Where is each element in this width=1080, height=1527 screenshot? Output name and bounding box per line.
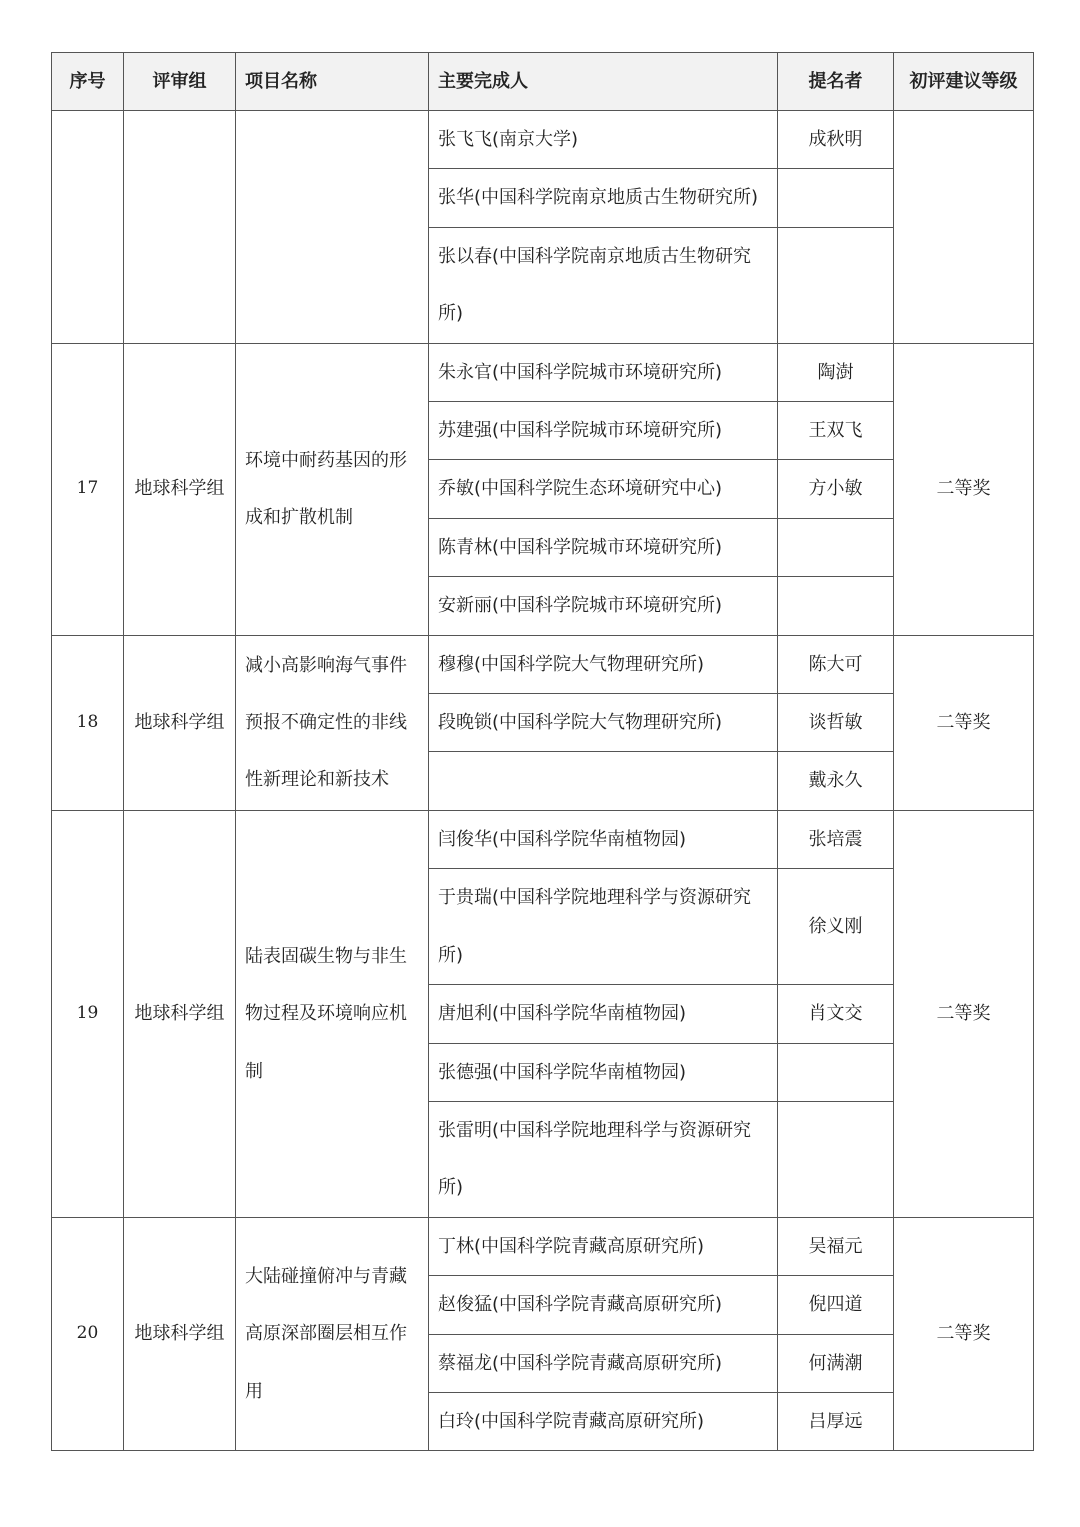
nominator-cell: 倪四道 — [778, 1276, 894, 1334]
table-row — [52, 343, 1034, 401]
level-cell — [894, 111, 1034, 344]
group-cell: 地球科学组 — [124, 1217, 236, 1451]
nominator-cell: 成秋明 — [778, 111, 894, 169]
project-cell: 陆表固碳生物与非生物过程及环境响应机制 — [236, 810, 429, 1217]
nominator-cell: 何满潮 — [778, 1334, 894, 1392]
nominator-cell: 徐义刚 — [778, 869, 894, 985]
contributor-cell: 闫俊华(中国科学院华南植物园) — [429, 810, 778, 868]
contributor-cell: 安新丽(中国科学院城市环境研究所) — [429, 577, 778, 635]
contributor-cell: 乔敏(中国科学院生态环境研究中心) — [429, 460, 778, 518]
table-row — [52, 1217, 1034, 1275]
nominator-cell: 陶澍 — [778, 343, 894, 401]
nominator-cell: 吴福元 — [778, 1217, 894, 1275]
group-cell: 地球科学组 — [124, 635, 236, 810]
header-row — [52, 53, 1034, 111]
table-row — [52, 635, 1034, 693]
nominator-cell: 谈哲敏 — [778, 694, 894, 752]
nominator-cell — [778, 169, 894, 227]
header-nominator: 提名者 — [778, 53, 894, 111]
nominator-cell: 肖文交 — [778, 985, 894, 1043]
seq-cell: 17 — [52, 343, 124, 635]
contributor-cell: 陈青林(中国科学院城市环境研究所) — [429, 518, 778, 576]
nominator-cell: 陈大可 — [778, 635, 894, 693]
header-group: 评审组 — [124, 53, 236, 111]
project-cell: 大陆碰撞俯冲与青藏高原深部圈层相互作用 — [236, 1217, 429, 1451]
contributor-cell: 赵俊猛(中国科学院青藏高原研究所) — [429, 1276, 778, 1334]
contributor-cell: 唐旭利(中国科学院华南植物园) — [429, 985, 778, 1043]
contributor-cell: 丁林(中国科学院青藏高原研究所) — [429, 1217, 778, 1275]
nominator-cell — [778, 227, 894, 343]
level-cell: 二等奖 — [894, 343, 1034, 635]
seq-cell: 19 — [52, 810, 124, 1217]
contributor-cell: 段晚锁(中国科学院大气物理研究所) — [429, 694, 778, 752]
table-row — [52, 111, 1034, 169]
level-cell: 二等奖 — [894, 810, 1034, 1217]
group-cell: 地球科学组 — [124, 343, 236, 635]
nominator-cell — [778, 1101, 894, 1217]
contributor-cell: 张华(中国科学院南京地质古生物研究所) — [429, 169, 778, 227]
contributor-cell: 于贵瑞(中国科学院地理科学与资源研究所) — [429, 869, 778, 985]
contributor-cell: 苏建强(中国科学院城市环境研究所) — [429, 402, 778, 460]
level-cell: 二等奖 — [894, 1217, 1034, 1451]
group-cell — [124, 111, 236, 344]
contributor-cell: 穆穆(中国科学院大气物理研究所) — [429, 635, 778, 693]
header-project: 项目名称 — [236, 53, 429, 111]
nominator-cell: 方小敏 — [778, 460, 894, 518]
nominator-cell — [778, 1043, 894, 1101]
project-cell — [236, 111, 429, 344]
group-cell: 地球科学组 — [124, 810, 236, 1217]
nominator-cell: 王双飞 — [778, 402, 894, 460]
seq-cell: 20 — [52, 1217, 124, 1451]
nominator-cell — [778, 518, 894, 576]
contributor-cell: 张飞飞(南京大学) — [429, 111, 778, 169]
nominator-cell: 吕厚远 — [778, 1392, 894, 1450]
contributor-cell: 蔡福龙(中国科学院青藏高原研究所) — [429, 1334, 778, 1392]
header-contributors: 主要完成人 — [429, 53, 778, 111]
nominator-cell: 张培震 — [778, 810, 894, 868]
table-row — [52, 810, 1034, 868]
contributor-cell: 张雷明(中国科学院地理科学与资源研究所) — [429, 1101, 778, 1217]
seq-cell — [52, 111, 124, 344]
nominator-cell: 戴永久 — [778, 752, 894, 810]
awards-table — [51, 52, 1034, 1451]
contributor-cell: 白玲(中国科学院青藏高原研究所) — [429, 1392, 778, 1450]
nominator-cell — [778, 577, 894, 635]
contributor-cell: 朱永官(中国科学院城市环境研究所) — [429, 343, 778, 401]
contributor-cell: 张以春(中国科学院南京地质古生物研究所) — [429, 227, 778, 343]
level-cell: 二等奖 — [894, 635, 1034, 810]
seq-cell: 18 — [52, 635, 124, 810]
header-seq: 序号 — [52, 53, 124, 111]
contributor-cell — [429, 752, 778, 810]
project-cell: 减小高影响海气事件预报不确定性的非线性新理论和新技术 — [236, 635, 429, 810]
contributor-cell: 张德强(中国科学院华南植物园) — [429, 1043, 778, 1101]
project-cell: 环境中耐药基因的形成和扩散机制 — [236, 343, 429, 635]
header-level: 初评建议等级 — [894, 53, 1034, 111]
